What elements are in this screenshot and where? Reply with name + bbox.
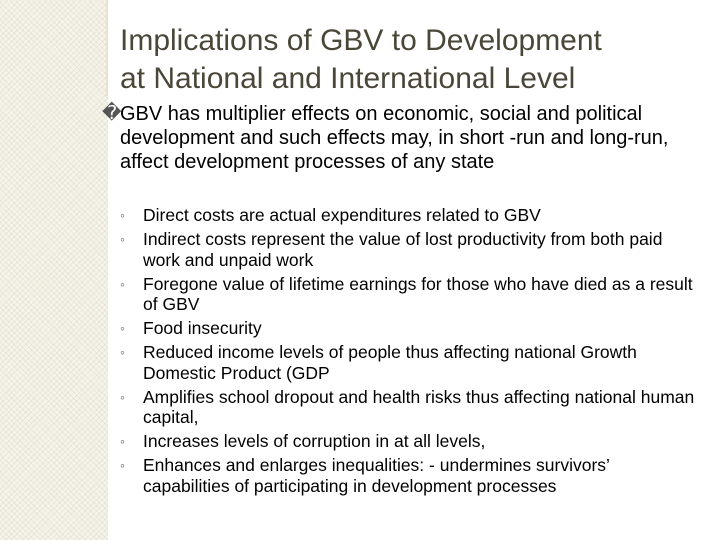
sub-bullet-text: Amplifies school dropout and health risks thus affecting national human capital, — [143, 386, 695, 427]
sub-bullet-item — [116, 318, 696, 339]
slide-title-line-2: at National and International Level — [120, 62, 576, 95]
sub-bullet-item — [116, 431, 696, 452]
sub-bullet-item — [116, 274, 696, 315]
sub-bullet-text: Enhances and enlarges inequalities: - undermines survivors’ capabilities of participating in development processes — [143, 455, 610, 496]
sub-bullet-text: Direct costs are actual expenditures related to GBV — [143, 205, 541, 225]
title-divider — [106, 0, 108, 96]
sub-bullet-text: Food insecurity — [143, 318, 262, 338]
sub-bullet-marker-icon: ◦ — [120, 231, 125, 247]
sub-bullet-marker-icon: ◦ — [120, 457, 125, 473]
sub-bullet-item — [116, 387, 696, 428]
sub-bullet-marker-icon: ◦ — [120, 433, 125, 449]
sub-bullet-marker-icon: ◦ — [120, 207, 125, 223]
slide-title — [120, 22, 710, 98]
sub-bullet-marker-icon: ◦ — [120, 388, 125, 405]
sub-bullet-list — [116, 205, 696, 500]
sub-bullet-item — [116, 229, 696, 270]
sub-bullet-text: Foregone value of lifetime earnings for those who have died as a result of GBV — [143, 273, 693, 314]
sub-bullet-marker-icon: ◦ — [120, 275, 125, 292]
decorative-side-pattern — [0, 0, 108, 540]
slide-title-line-1: Implications of GBV to Development — [120, 24, 602, 57]
sub-bullet-text: Reduced income levels of people thus affecting national Growth Domestic Product (GDP — [143, 342, 637, 383]
main-bullet-text: GBV has multiplier effects on economic, social and political development and such effects may, in short -run and long-run, affect development processes of any state — [120, 103, 669, 173]
main-bullet — [102, 102, 702, 174]
sub-bullet-text: Indirect costs represent the value of lost productivity from both paid work and unpaid work — [143, 229, 663, 270]
sub-bullet-item — [116, 342, 696, 383]
bullet-marker-icon: � — [102, 103, 122, 124]
sub-bullet-marker-icon: ◦ — [120, 320, 125, 336]
sub-bullet-marker-icon: ◦ — [120, 344, 125, 360]
sub-bullet-item — [116, 205, 696, 226]
sub-bullet-item — [116, 455, 696, 496]
sub-bullet-text: Increases levels of corruption in at all levels, — [143, 431, 486, 451]
